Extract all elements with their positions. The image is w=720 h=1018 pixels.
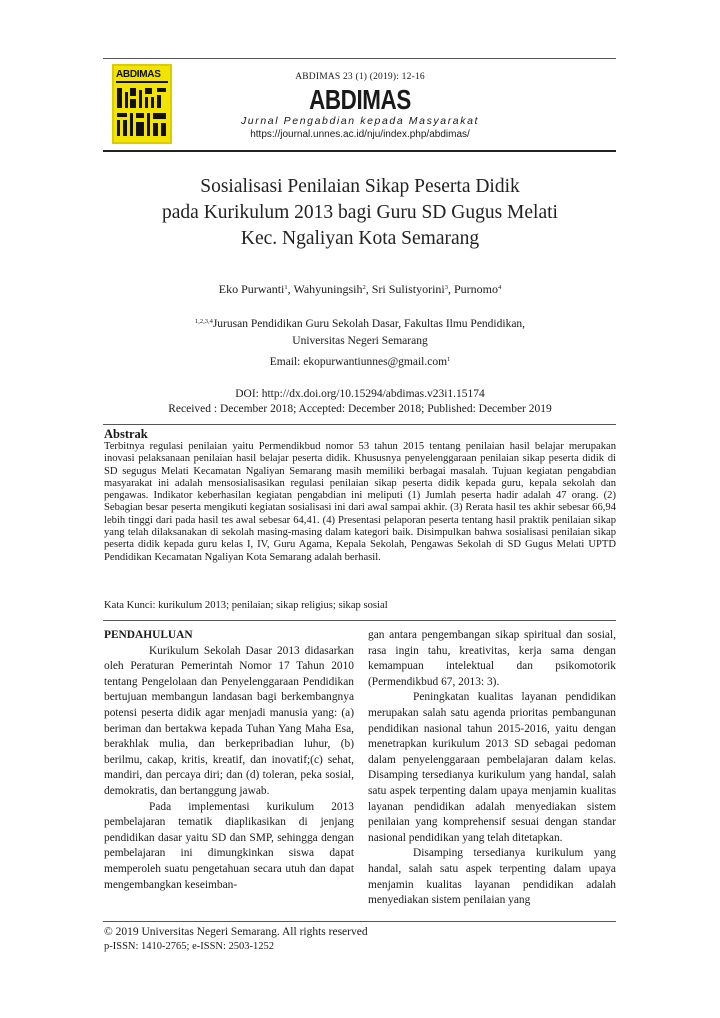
body-paragraph: Peningkatan kualitas layanan pendidikan merupakan salah satu agenda prioritas pembangunan pendidikan nasional tahun 2015-2016, yaitu dengan menetrapkan kurikulum 2013 SD sebagai pedoman dalam penyelenggaraan pembelajaran dalam kelas. Disamping tersedianya kurikulum yang handal, salah satu aspek terpenting dalam upaya menjamin kualitas layanan pendidikan adalah menyediakan sistem penilaian yang komprehensif sesuai dengan standar nasional pendidikan yang telah ditetapkan. <box>368 691 616 844</box>
top-rule <box>103 58 616 59</box>
body-paragraph: Kurikulum Sekolah Dasar 2013 didasarkan oleh Peraturan Pemerintah Nomor 17 Tahun 2010 tentang Pengelolaan dan Penyelenggaraan Pendidikan bertujuan membangun landasan bagi berkembangnya potensi peserta didik agar menjadi manusia yang: (a) beriman dan bertakwa kepada Tuhan Yang Maha Esa, berakhlak mulia, dan berkepribadian luhur, (b) berilmu, cakap, kritis, kreatif, dan inovatif;(c) sehat, mandiri, dan percaya diri; dan (d) toleran, peka sosial, demokratis, dan bertanggung jawab. <box>104 644 354 797</box>
author-name: Eko Purwanti <box>218 282 285 296</box>
keywords: Kata Kunci: kurikulum 2013; penilaian; sikap religius; sikap sosial <box>104 600 388 611</box>
email-sup: 1 <box>447 356 451 363</box>
author-sup: 1 <box>284 284 288 291</box>
issn: p-ISSN: 1410-2765; e-ISSN: 2503-1252 <box>104 941 275 952</box>
body-paragraph: Pada implementasi kurikulum 2013 pembelajaran tematik diaplikasikan di jenjang pendidikan dasar yaitu SD dan SMP, sehingga dengan pembelajaran ini dimungkinkan siswa dapat memperoleh suatu pengetahuan secara utuh dan dapat mengembangkan keseimban- <box>104 800 354 891</box>
journal-issue: ABDIMAS 23 (1) (2019): 12-16 <box>295 72 425 82</box>
body-column-left <box>104 628 354 893</box>
logo-text: ABDIMAS <box>116 69 168 83</box>
article-title <box>0 174 720 252</box>
footer-rule <box>103 921 616 922</box>
section-heading: PENDAHULUAN <box>104 629 193 641</box>
affiliation-sup: 1,2,3,4 <box>194 318 213 325</box>
journal-subtitle: Jurnal Pengabdian kepada Masyarakat <box>240 115 480 127</box>
author-name: Wahyuningsih <box>293 282 363 296</box>
header-bottom-rule <box>103 150 616 152</box>
author-sup: 4 <box>498 284 502 291</box>
abstract-heading: Abstrak <box>104 427 148 441</box>
journal-name: ABDIMAS <box>309 84 411 115</box>
author-sup: 3 <box>444 284 448 291</box>
abstract-top-rule <box>103 424 616 425</box>
journal-url[interactable]: https://journal.unnes.ac.id/nju/index.php/abdimas/ <box>250 129 470 140</box>
abstract-text: Terbitnya regulasi penilaian yaitu Permendikbud nomor 53 tahun 2015 tentang penilaian hasil belajar merupakan inovasi pelaksanaan penilaian hasil belajar peserta didik. Khususnya penyelenggaraan penilaian sikap peserta didik di SD segugus Melati Kecamatan Ngaliyan Semarang masih memiliki berbagai masalah. Tujuan kegiatan pengabdian masyarakat ini adalah mensosialisasikan regulasi penilaian sikap peserta didik kepada guru, kepala sekolah dan pengawas. Indikator keberhasilan kegiatan pengabdian ini meliputi (1) Jumlah peserta hadir adalah 47 orang. (2) Sebagian besar peserta mengikuti kegiatan sosialisasi ini dari awal sampai akhir. (3) Rerata hasil tes akhir sebesar 66,94 lebih tinggi dari pada hasil tes awal sebesar 64,41. (4) Presentasi pelaporan peserta tentang hasil praktik penilaian sikap yang telah dilaksanakan di sekolah masing-masing dalam kategori baik. Disimpulkan bahwa sosialisasi penilaian sikap peserta didik kepada guru kelas I, IV, Guru Agama, Kepala Sekolah, Pengawas Sekolah di SD Gugus Melati UPTD Pendidikan Kecamatan Ngaliyan Kota Semarang adalah berhasil. <box>104 441 616 563</box>
author-name: Sri Sulistyorini <box>371 282 445 296</box>
email-text[interactable]: Email: ekopurwantiunnes@gmail.com <box>269 356 448 368</box>
abstract-bottom-rule <box>103 620 616 621</box>
doi-block <box>0 387 720 417</box>
affiliation <box>0 316 720 350</box>
author-name: Purnomo <box>454 282 499 296</box>
article-title-line: Sosialisasi Penilaian Sikap Peserta Didik <box>200 176 520 197</box>
affiliation-line: Universitas Negeri Semarang <box>292 335 428 347</box>
author-email <box>0 356 720 368</box>
article-title-line: pada Kurikulum 2013 bagi Guru SD Gugus Melati <box>162 202 558 223</box>
body-paragraph: gan antara pengembangan sikap spiritual dan sosial, rasa ingin tahu, kreativitas, kerja sama dengan kemampuan intelektual dan psikomotorik (Permendikbud 67, 2013: 3). <box>368 629 616 688</box>
body-paragraph: Disamping tersedianya kurikulum yang handal, salah satu aspek terpenting dalam upaya menjamin kualitas layanan pendidikan adalah menyediakan sistem penilaian yang <box>368 847 616 907</box>
affiliation-line: Jurusan Pendidikan Guru Sekolah Dasar, Fakultas Ilmu Pendidikan, <box>212 318 526 330</box>
author-sup: 2 <box>362 284 366 291</box>
article-title-line: Kec. Ngaliyan Kota Semarang <box>240 228 480 249</box>
copyright: © 2019 Universitas Negeri Semarang. All rights reserved <box>104 926 368 938</box>
body-column-right <box>368 628 616 909</box>
doi-link[interactable]: DOI: http://dx.doi.org/10.15294/abdimas.v23i1.15174 <box>235 388 485 400</box>
publication-dates: Received : December 2018; Accepted: December 2018; Published: December 2019 <box>168 403 552 415</box>
author-list: Eko Purwanti$^1$, Wahyuningsih$^2$, Sri Sulistyorini$^3$, Purnomo$^4$ <box>218 282 502 296</box>
